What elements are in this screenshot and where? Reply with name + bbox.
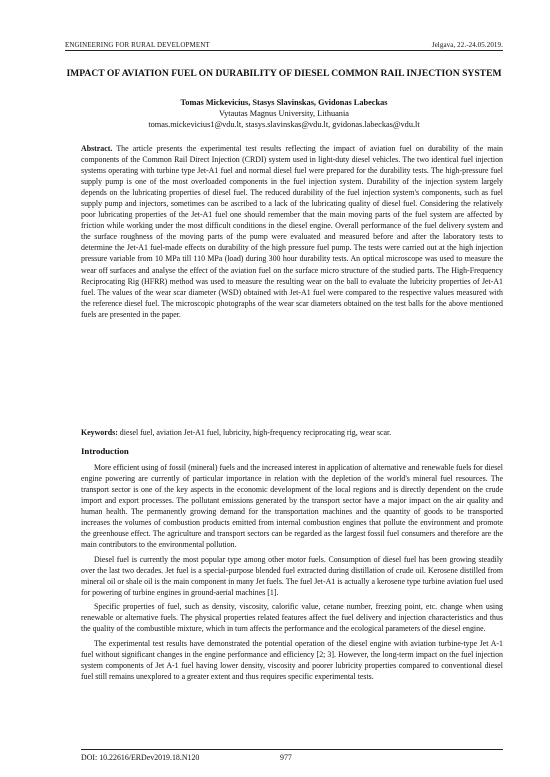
doi: DOI: 10.22616/ERDev2019.18.N120: [81, 753, 200, 762]
author-names: Tomas Mickevicius, Stasys Slavinskas, Gvidonas Labeckas: [180, 98, 388, 107]
abstract-label: Abstract.: [81, 144, 113, 153]
abstract-text: The article presents the experimental test results reflecting the impact of aviation fuel on durability of the main components of the Common Rail Direct Injection (CRDI) system used in light-duty diesel vehicles. The two identical fuel injection systems operating with turbine type Jet-A1 fuel and normal diesel fuel were prepared for the durability tests. The high-pressure fuel supply pump is one of the most overloaded components in the fuel injection system. Durability of the injection system largely depends on the lubricating properties of diesel fuel. The reduced durability of the fuel injection system's components, such as fuel supply pump and injectors, sometimes can be ascribed to a lack of the lubricating quality of diesel fuel. Considering the relatively poor lubricating properties of the Jet-A1 fuel one should remember that the main moving parts of the fuel system are affected by friction while working under the most difficult conditions in the diesel engine. Overall performance of the fuel delivery system and the surface roughness of the moving parts of the pump were evaluated and measured before and after the laboratory tests to determine the Jet-A1 fuel-made effects on durability of the high pressure fuel pump. The tests were carried out at the high injection pressure variable from 10 MPa till 110 MPa (load) during 300 hour durability tests. An optical microscope was used to measure the wear off surfaces and analyse the effect of the aviation fuel on the surface micro structure of the studied parts. The High-Frequency Reciprocating Rig (HFRR) method was used to measure the resulting wear on the ball to evaluate the lubricity properties of Jet-A1 fuel. The values of the wear scar diameter (WSD) obtained with Jet-A1 fuel were compared to the respective values measured with the reference diesel fuel. The microscopic photographs of the wear scar diameters obtained on the test balls for the above mentioned fuels are presented in the paper.: [81, 144, 503, 319]
conference-name: ENGINEERING FOR RURAL DEVELOPMENT: [65, 41, 210, 49]
author-affiliation: Vytautas Magnus University, Lithuania: [219, 109, 349, 118]
paragraph: The experimental test results have demonstrated the potential operation of the diesel engine with aviation turbine-type Jet A-1 fuel without significant changes in the engine performance and efficiency [2; 3]. However, the long-term impact on the fuel injection system components of Jet A-1 fuel having lower density, viscosity and poorer lubricity properties compared to conventional diesel fuel still remains unexplored to a greater extent and thus requires specific experimental tests.: [81, 638, 503, 681]
paragraph: Diesel fuel is currently the most popular type among other motor fuels. Consumption of diesel fuel has been growing steadily over the last two decades. Jet fuel is a special-purpose blended fuel extracted during distillation of crude oil. Kerosene distilled from mineral oil or shale oil is the main component in many Jet fuels. The fuel Jet-A1 is actually a kerosene type turbine aviation fuel used for powering of turbine engines in ground-aerial machines [1].: [81, 554, 503, 597]
conference-date: Jelgava, 22.-24.05.2019.: [431, 41, 503, 49]
author-emails: tomas.mickevicius1@vdu.lt, stasys.slavinskas@vdu.lt, gvidonas.labeckas@vdu.lt: [148, 120, 420, 129]
running-header: [65, 41, 503, 51]
author-block: [65, 97, 503, 130]
abstract: [81, 143, 503, 320]
keywords-text: diesel fuel, aviation Jet-A1 fuel, lubricity, high-frequency reciprocating rig, wear scar.: [117, 428, 392, 437]
introduction-body: [81, 462, 503, 685]
paper-title: IMPACT OF AVIATION FUEL ON DURABILITY OF DIESEL COMMON RAIL INJECTION SYSTEM: [66, 68, 502, 79]
page-number: 977: [280, 753, 292, 762]
paragraph: Specific properties of fuel, such as density, viscosity, calorific value, cetane number, freezing point, etc. change when using renewable or alternative fuels. The physical properties related features affect the fuel delivery and injection characteristics and thus the quality of the combustible mixture, which in turn affects the performance and the ecological parameters of the diesel engine.: [81, 602, 503, 634]
keywords: [81, 427, 503, 438]
section-heading-introduction: Introduction: [81, 446, 129, 456]
footer-rule: [81, 749, 503, 751]
keywords-label: Keywords:: [81, 428, 118, 437]
paragraph: More efficient using of fossil (mineral) fuels and the increased interest in application of alternative and renewable fuels for diesel engine powering are currently of particular importance in relation with the depletion of the world's mineral fuel resources. The transport sector is one of the key aspects in the economic development of the local regions and is directly dependent on the crude import and export processes. The pollutant emissions generated by the transport sector have a major impact on the air quality and human health. The permanently growing demand for the transportation machines and the quantity of goods to be transported increases the volumes of combustion products emitted from internal combustion engines that pollute the environment and promote the greenhouse effect. The agriculture and transport sectors can be regarded as the largest fossil fuel consumers and therefore are the main contributors to the environmental pollution.: [81, 463, 503, 550]
